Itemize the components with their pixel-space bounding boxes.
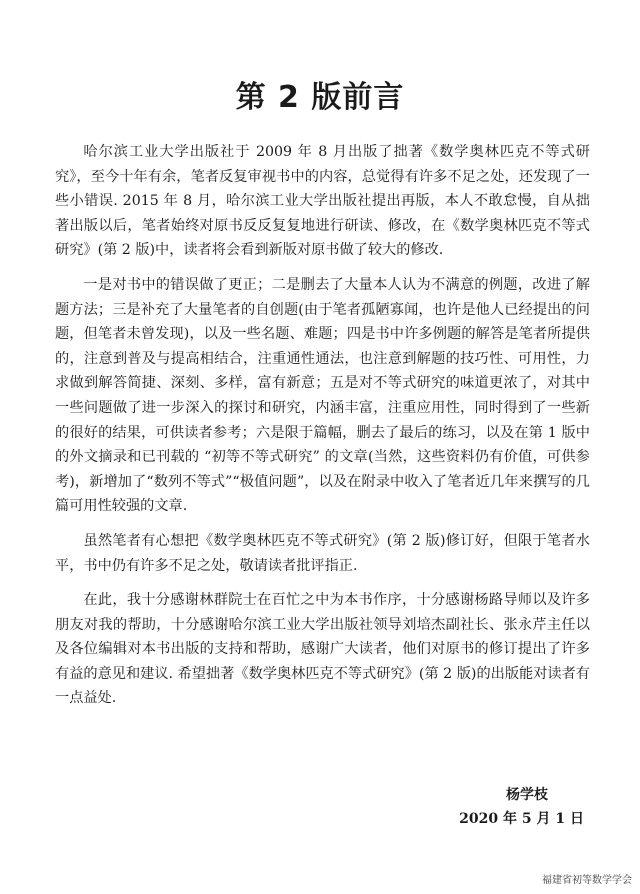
watermark-text: 福建省初等数学学会 [542, 875, 632, 886]
author-signature: 杨学枝 [506, 787, 548, 803]
paragraph-1: 哈尔滨工业大学出版社于 2009 年 8 月出版了拙著《数学奥林匹克不等式研究》，至今十年有余，笔者反复审视书中的内容，总觉得有许多不足之处，还发现了一些小错误. 2015 年 8 月，哈尔滨工业大学出版社提出再版，本人不敢怠慢，自从拙著出版以后，笔者始终对原书反反复复地进行研读、修改，在《数学奥林匹克不等式研究》(第 2 版)中，读者将会看到新版对原书做了较大的修改. [55, 144, 590, 259]
paragraph-2: 一是对书中的错误做了更正；二是删去了大量本人认为不满意的例题，改进了解题方法；三是补充了大量笔者的自创题(由于笔者孤陋寡闻，也许是他人已经提出的问题，但笔者未曾发现)，以及一些名题、难题；四是书中许多例题的解答是笔者所提供的，注意到普及与提高相结合，注重通性通法，也注意到解题的技巧性、可用性，力求做到解答简捷、深刻、多样，富有新意；五是对不等式研究的味道更浓了，对其中一些问题做了进一步深入的探讨和研究，内涵丰富，注重应用性，同时得到了一些新的很好的结果，可供读者参考；六是限于篇幅，删去了最后的练习，以及在第 1 版中的外文摘录和已刊载的 “初等不等式研究” 的文章(当然，这些资料仍有价值，可供参考)，新增加了“数列不等式”“极值问题”，以及在附录中收入了笔者近几年来撰写的几篇可用性较强的文章. [55, 276, 590, 515]
preface-body [55, 140, 590, 721]
preface-date: 2020 年 5 月 1 日 [459, 811, 584, 827]
paragraph-3: 虽然笔者有心想把《数学奥林匹克不等式研究》(第 2 版)修订好，但限于笔者水平，书中仍有许多不足之处，敬请读者批评指正. [55, 532, 590, 574]
paragraph-4: 在此，我十分感谢林群院士在百忙之中为本书作序，十分感谢杨路导师以及许多朋友对我的帮助，十分感谢哈尔滨工业大学出版社领导刘培杰副社长、张永芹主任以及各位编辑对本书出版的支持和帮助，感谢广大读者，他们对原书的修订提出了许多有益的意见和建议. 希望拙著《数学奥林匹克不等式研究》(第 2 版)的出版能对读者有一点益处. [55, 592, 590, 707]
page-title: 第 2 版前言 [235, 80, 405, 115]
